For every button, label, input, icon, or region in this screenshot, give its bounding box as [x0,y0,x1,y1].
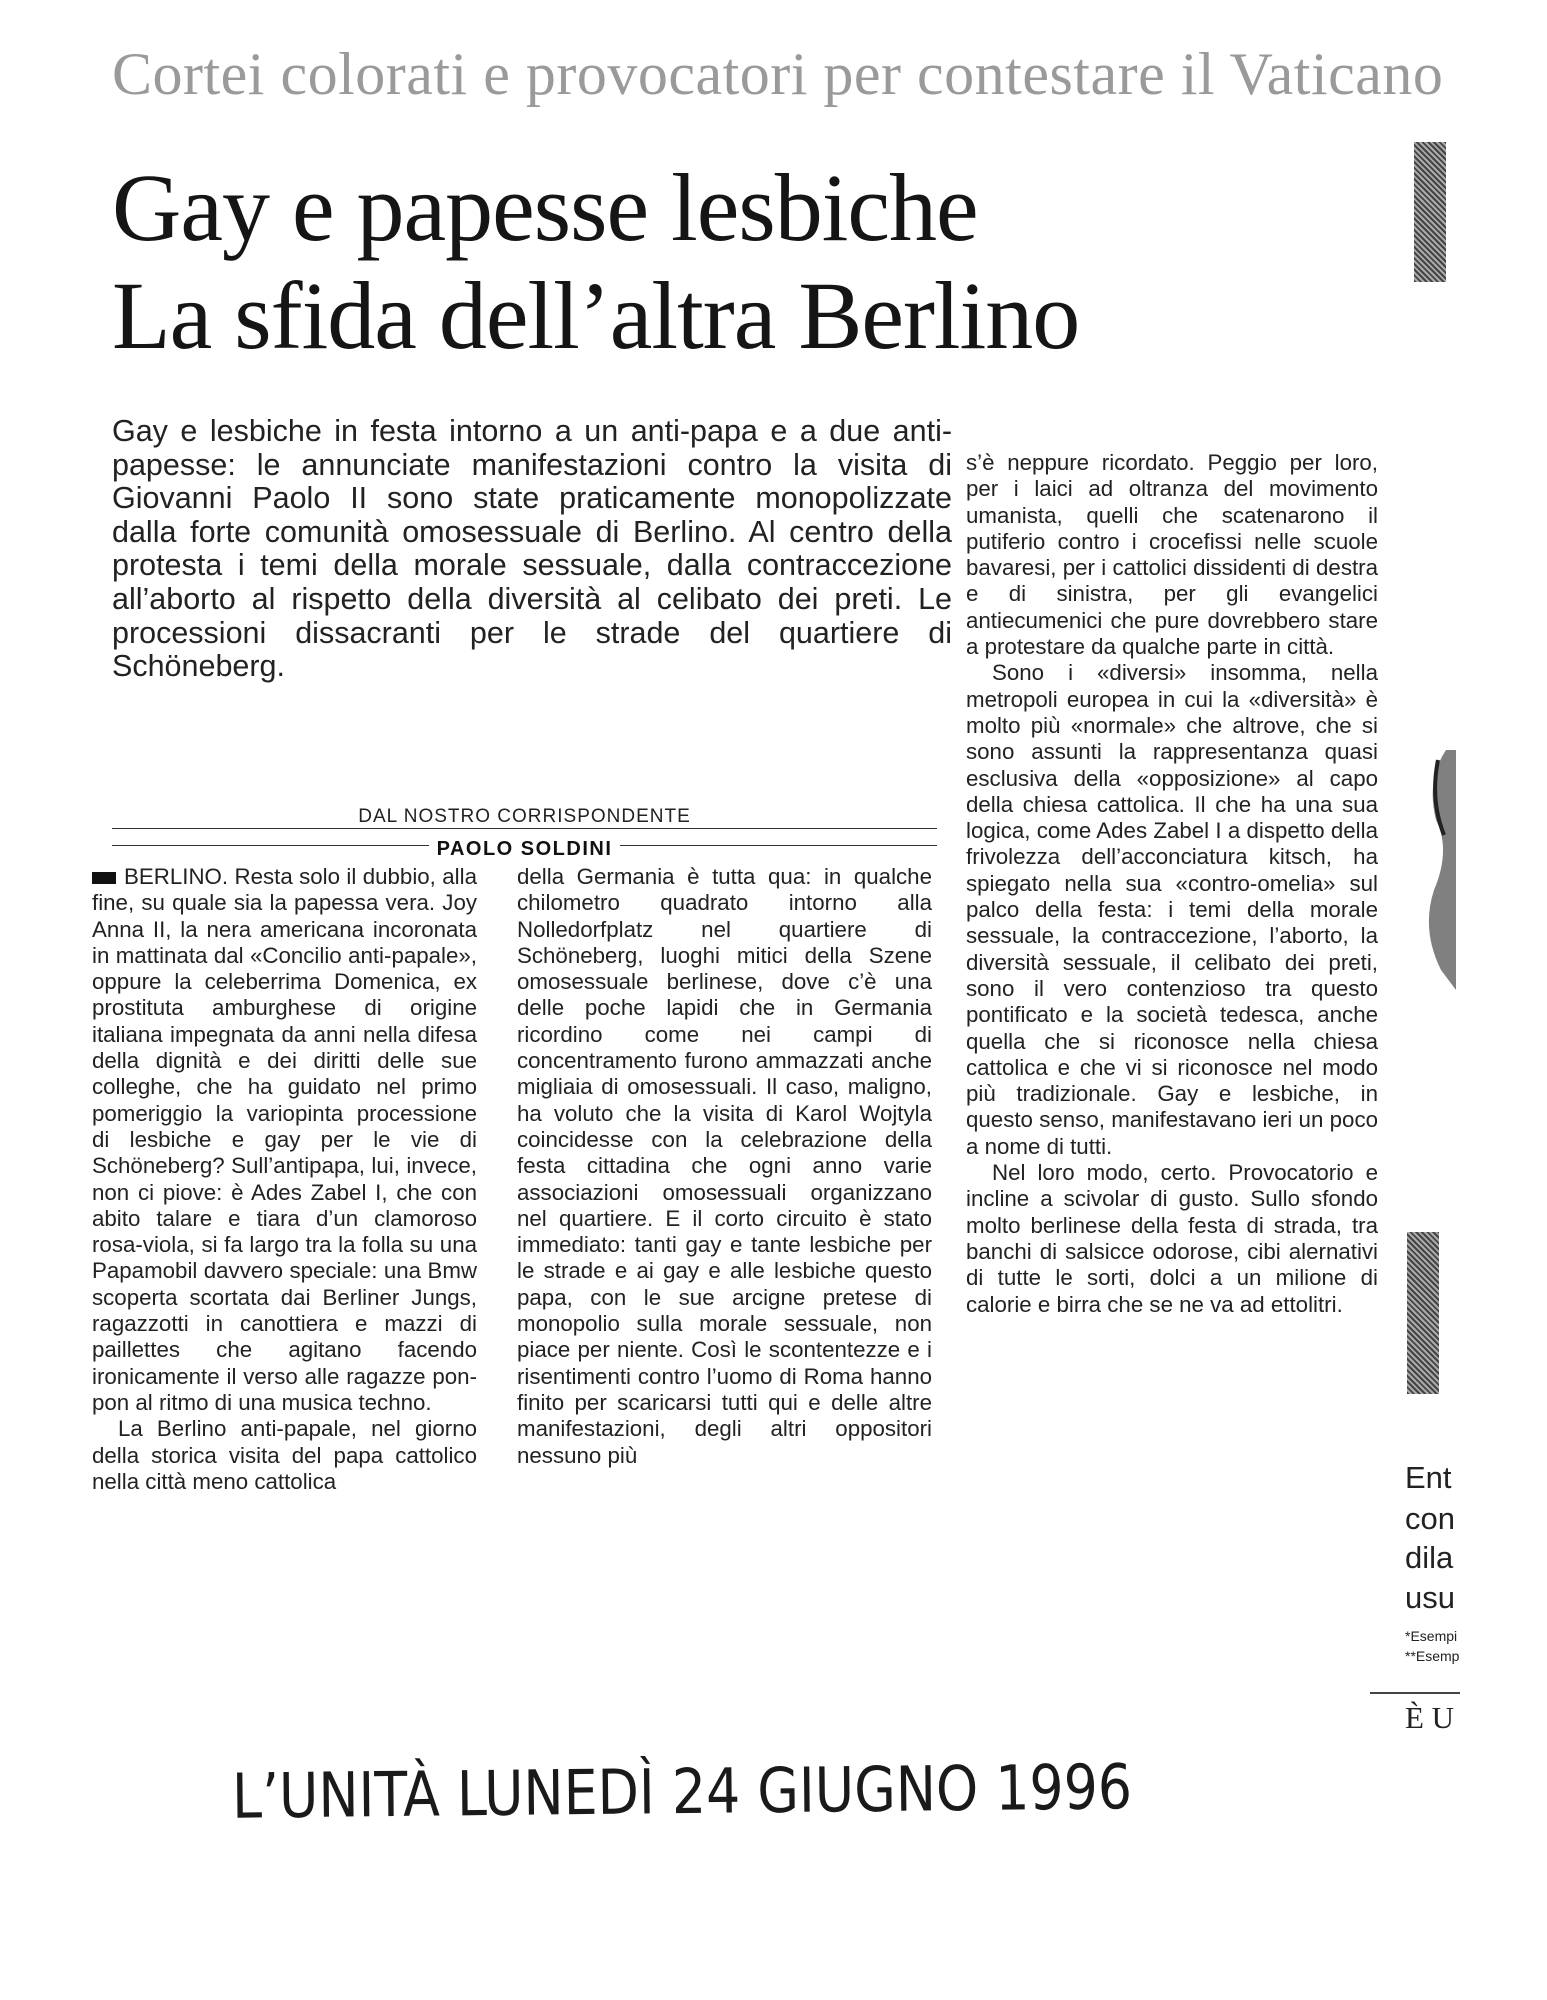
kicker: Cortei colorati e provocatori per contestare il Vaticano [112,41,1444,107]
edge-text-fragment: con [1405,1501,1455,1536]
paragraph-text: BERLINO. Resta solo il dubbio, alla fine, su quale sia la papessa vera. Joy Anna II, la nera americana incoronata in mattinata dal «Concilio anti-papale», oppure la celeberrima Domenica, ex prostituta amburghese di origine italiana impegnata da anni nella difesa della dignità e dei diritti delle sue colleghe, che ha guidato nel primo pomeriggio la variopinta processione di lesbiche e gay per le vie di Schöneberg? Sull’antipapa, lui, invece, non ci piove: è Ades Zabel I, che con abito talare e tiara d’un clamoroso rosa-viola, si fa largo tra la folla su una Papamobil davvero speciale: una Bmw scoperta scortata dai Berliner Jungs, ragazzotti in canottiera e mazzi di paillettes che agitano facendo ironicamente il verso alle ragazze pon-pon al ritmo di una musica techno. [92,864,477,1415]
article-paragraph: Nel loro modo, certo. Provocatorio e incline a scivolar di gusto. Sullo sfondo molto berlinese della festa di strada, tra banchi di salsicce odorose, cibi alernativi di tutte le sorti, dolci a un milione di calorie e birra che se ne va ad ettolitri. [966,1160,1378,1317]
edge-text-fragment: usu [1405,1580,1455,1615]
byline-dal: DAL NOSTRO CORRISPONDENTE [358,806,691,827]
article-column-2 [517,864,932,1469]
handwritten-note-text: L’UNITÀ LUNEDÌ 24 GIUGNO 1996 [231,1748,1271,1833]
byline-rule-top [112,828,937,829]
edge-text-fragment: dila [1405,1540,1454,1575]
edge-text-fragment: **Esemp [1405,1648,1460,1664]
article-paragraph: della Germania è tutta qua: in qualche chilometro quadrato intorno alla Nolledorfplatz nel quartiere di Schöneberg, luoghi mitici della Szene omosessuale berlinese, dove c’è una delle poche lapidi che in Germania ricordino come nei campi di concentramento furono ammazzati anche migliaia di omosessuali. Il caso, maligno, ha voluto che la visita di Karol Wojtyla coincidesse con la celebrazione della festa cittadina che ogni anno varie associazioni omosessuali organizzano nel quartiere. E il corto circuito è stato immediato: tanti gay e tante lesbiche per le strade e ai gay e alle lesbiche questo papa, con le sue arcigne pretese di monopolio sulla morale sessuale, non piace per niente. Così le scontentezze e i risentimenti contro l’uomo di Roma hanno finito per scaricarsi tutti qui e delle altre manifestazioni, degli altri oppositori nessuno più [517,864,932,1468]
headline-line-2: La sfida dell’altra Berlino [112,262,1080,369]
article-column-1 [92,864,477,1495]
lede-paragraph: Gay e lesbiche in festa intorno a un anti-papa e a due anti-papesse: le annunciate manifestazioni contro la visita di Giovanni Paolo II sono state praticamente monopolizzate dalla forte comunità omosessuale di Berlino. Al centro della protesta i temi della morale sessuale, dalla contraccezione all’aborto al rispetto della diversità al celibato dei preti. Le processioni dissacranti per le strade del quartiere di Schöneberg. [112,414,952,684]
article-paragraph: Sono i «diversi» insomma, nella metropoli europea in cui la «diversità» è molto più «normale» che altrove, che si sono assunti la rappresentanza quasi esclusiva della «opposizione» al capo della chiesa cattolica. Il che ha una sua logica, come Ades Zabel I a dispetto della frivolezza dell’acconciatura kitsch, ha spiegato nella sua «contro-omelia» sul palco della festa: i temi della morale sessuale, la contraccezione, l’aborto, la diversità sessuale, il celibato dei preti, sono il vero contenzioso tra questo pontificato e la società tedesca, anche quella che si riconosce nella chiesa cattolica e che vi si riconosce nel modo più tradizionale. Gay e lesbiche, in questo senso, manifestavano ieri un poco a nome di tutti. [966,660,1378,1159]
byline-author [112,838,937,861]
edge-halftone-bar [1414,142,1446,282]
edge-photo-fragment-icon [1416,740,1456,1000]
article-column-3 [966,450,1378,1318]
bullet-square-icon [92,872,116,884]
headline-line-1: Gay e papesse lesbiche [112,154,978,261]
article-paragraph [92,864,477,1416]
edge-text-fragment: Ent [1405,1460,1452,1495]
article-paragraph: s’è neppure ricordato. Peggio per loro, per i laici ad oltranza del movimento umanista, quelli che scatenarono il putiferio contro i crocefissi nelle scuole bavaresi, per i cattolici dissidenti di destra e di sinistra, per gli evangelici antiecumenici che pure dovrebbero stare a protestare da qualche parte in città. [966,450,1378,660]
edge-text-fragment: È U [1405,1700,1455,1735]
edge-halftone-bar [1407,1232,1439,1394]
edge-text-fragment: *Esempi [1405,1628,1458,1644]
edge-rule [1370,1692,1460,1694]
author-name: PAOLO SOLDINI [429,838,621,860]
handwritten-note [231,1745,1271,1835]
article-paragraph: La Berlino anti-papale, nel giorno della storica visita del papa cattolico nella città meno cattolica [92,1416,477,1494]
lede [112,415,952,684]
